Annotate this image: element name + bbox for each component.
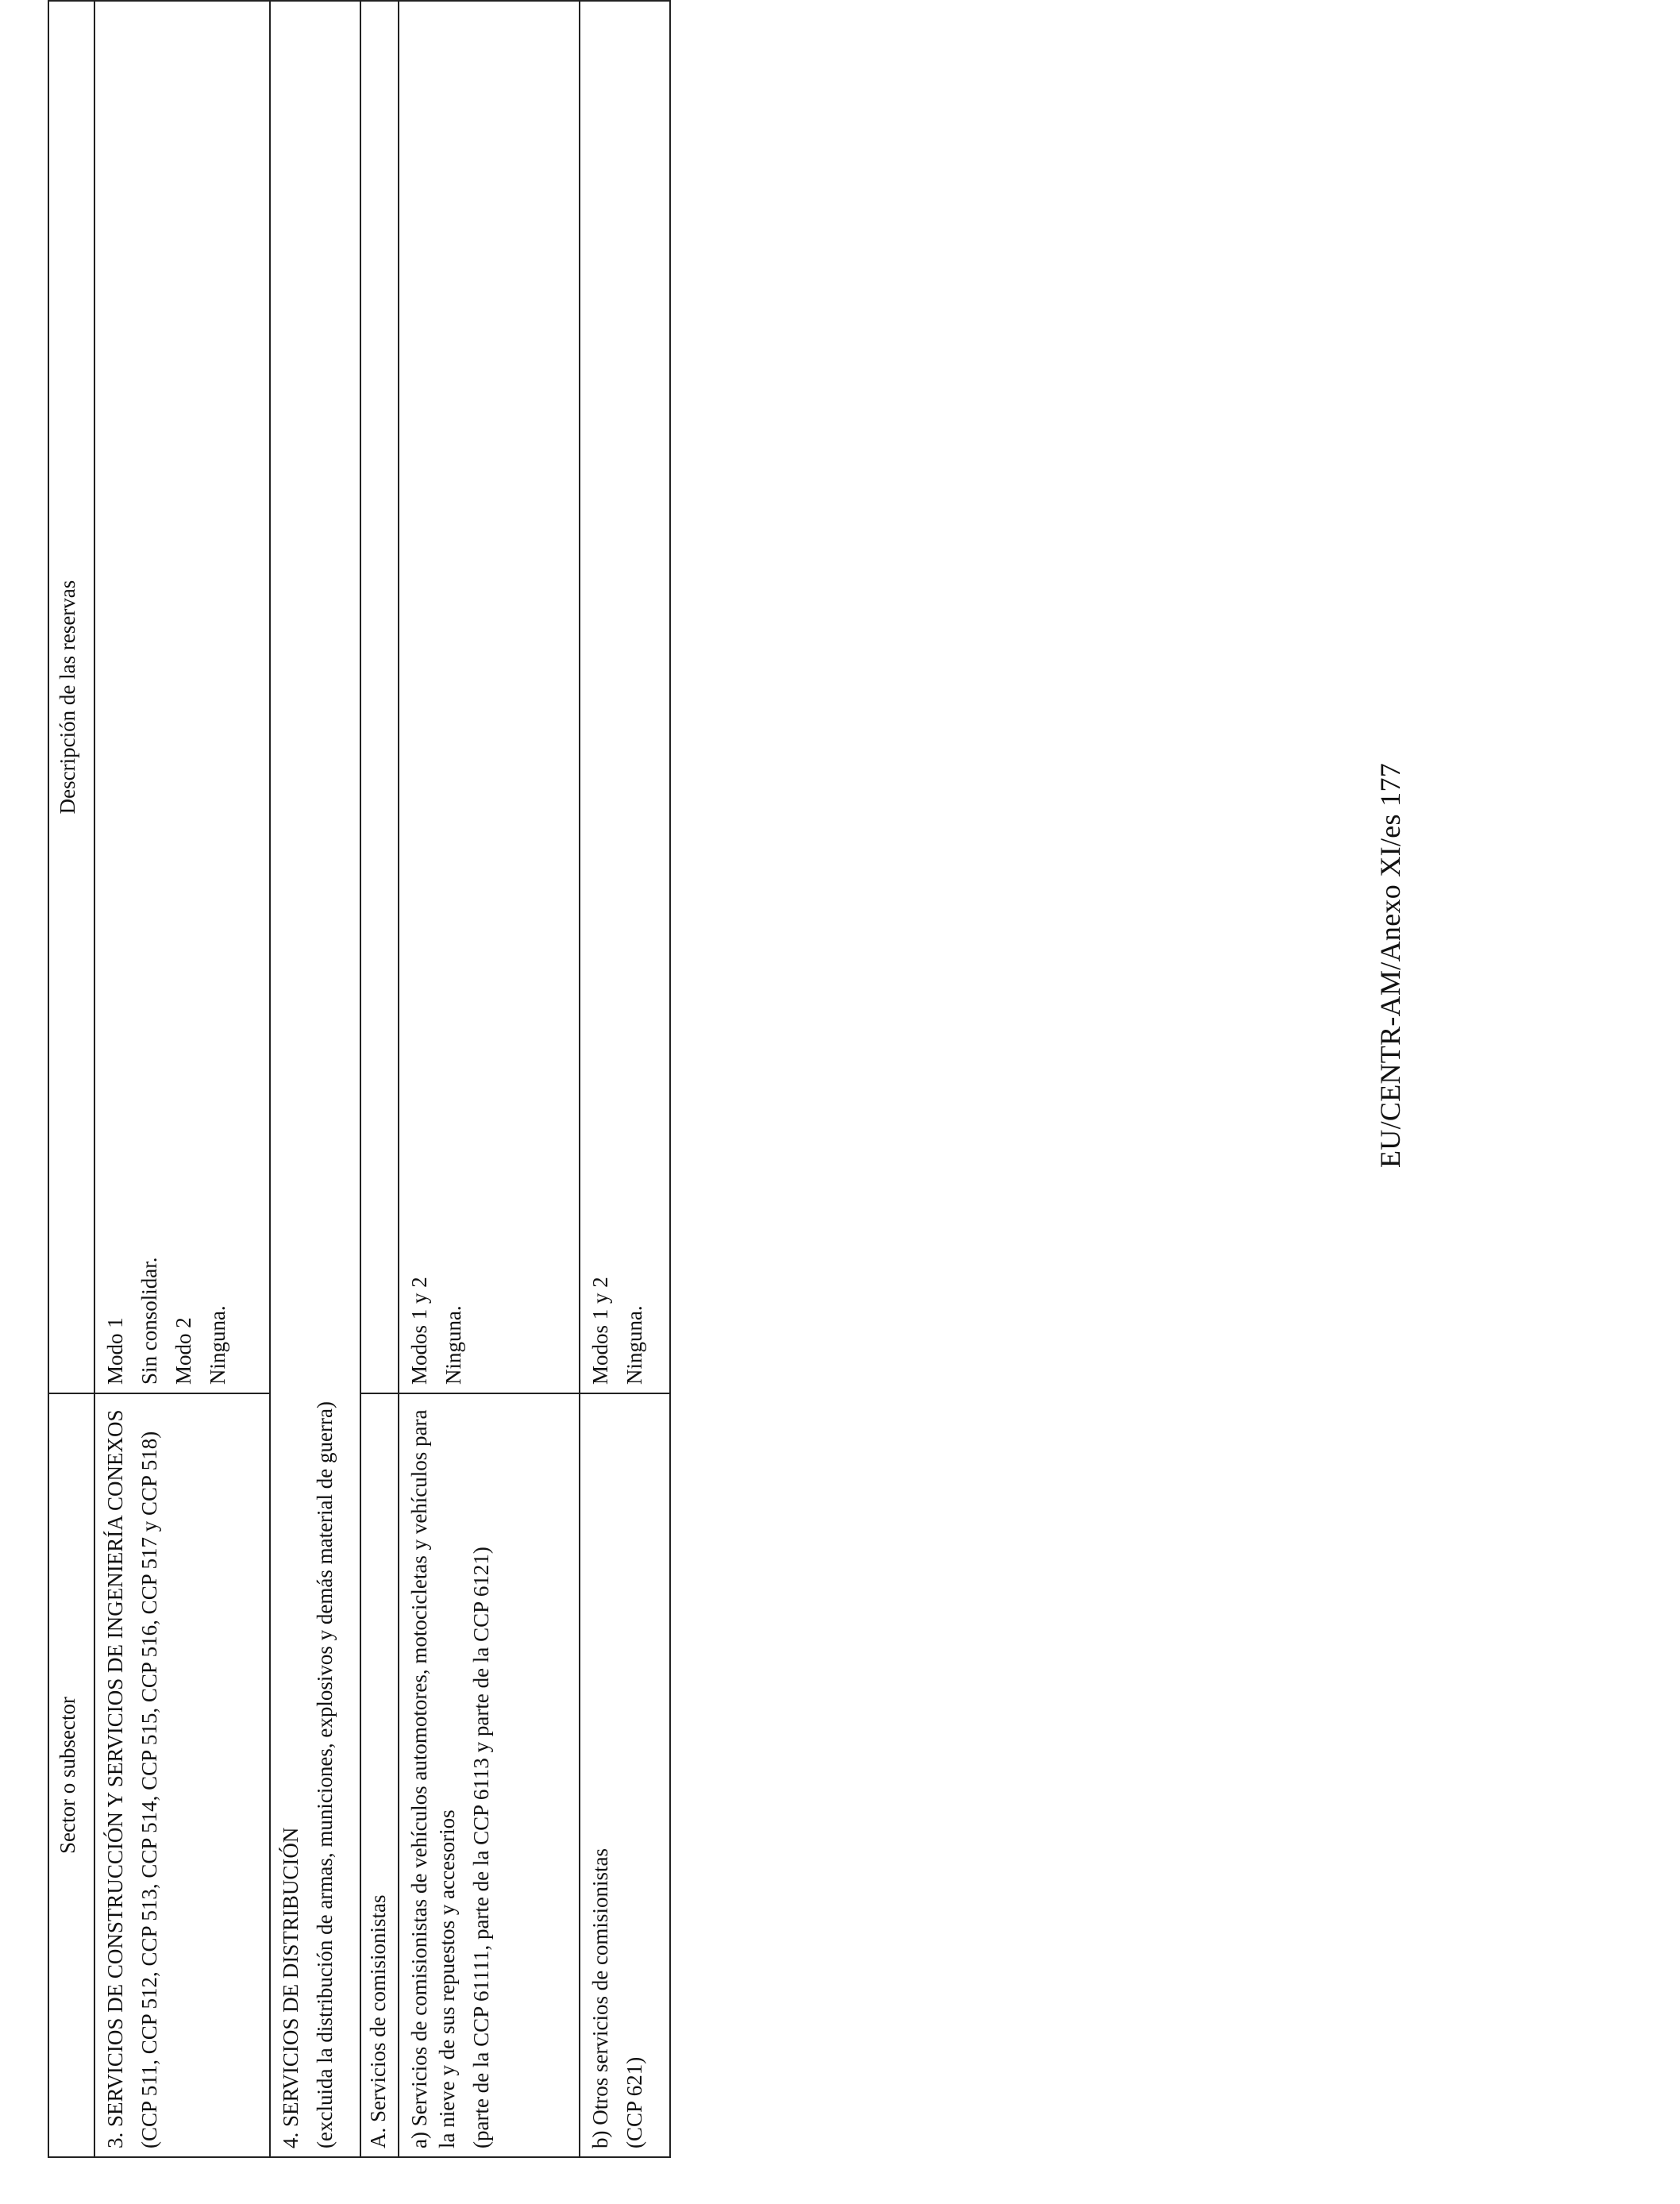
sector-ccp: (CCP 511, CCP 512, CCP 513, CCP 514, CCP 515, CCP 516, CCP 517 y CCP 518) bbox=[137, 1431, 161, 2148]
sector-title: 4. SERVICIOS DE DISTRIBUCIÓN bbox=[279, 1827, 302, 2148]
mode-value: Ninguna. bbox=[622, 1305, 646, 1385]
sector-ccp: (CCP 621) bbox=[622, 2056, 646, 2148]
sector-title: A. Servicios de comisionistas bbox=[366, 1894, 390, 2148]
reservas-cell bbox=[94, 1, 270, 1393]
mode-value: Ninguna. bbox=[441, 1305, 465, 1385]
sector-cell bbox=[360, 1393, 399, 2157]
mode-value: Ninguna. bbox=[206, 1305, 229, 1385]
table-header-row bbox=[48, 1, 94, 2157]
table-row bbox=[360, 1, 399, 2157]
header-sector: Sector o subsector bbox=[48, 1393, 94, 2157]
mode-value: Sin consolidar. bbox=[137, 1257, 161, 1385]
table-row bbox=[94, 1, 270, 2157]
sector-title: 3. SERVICIOS DE CONSTRUCCIÓN Y SERVICIOS DE INGENIERÍA CONEXOS bbox=[103, 1409, 127, 2148]
sector-note: (excluida la distribución de armas, municiones, explosivos y demás material de guerra) bbox=[313, 1401, 337, 2148]
table-row bbox=[270, 1, 360, 2157]
sector-ccp: (parte de la CCP 61111, parte de la CCP 6113 y parte de la CCP 6121) bbox=[469, 1547, 493, 2148]
table-row bbox=[580, 1, 670, 2157]
page-footer: EU/CENTR-AM/Anexo XI/es 177 bbox=[1374, 762, 1406, 1168]
reservas-cell bbox=[580, 1, 670, 1393]
mode-label: Modos 1 y 2 bbox=[588, 1277, 612, 1385]
sector-title: a) Servicios de comisionistas de vehículos automotores, motocicletas y vehículos para la nieve y de sus repuestos y accesorios bbox=[407, 1409, 459, 2148]
sector-cell bbox=[399, 1393, 580, 2157]
reservas-cell bbox=[399, 1, 580, 1393]
reservations-table bbox=[48, 0, 671, 2158]
mode-label: Modo 1 bbox=[103, 1317, 127, 1385]
reservas-cell bbox=[360, 1, 399, 1393]
sector-title: b) Otros servicios de comisionistas bbox=[588, 1848, 612, 2148]
mode-label: Modo 2 bbox=[171, 1317, 195, 1385]
table-row bbox=[399, 1, 580, 2157]
mode-label: Modos 1 y 2 bbox=[407, 1277, 431, 1385]
sector-cell bbox=[94, 1393, 270, 2157]
sector-cell bbox=[270, 1393, 360, 2157]
header-reservas: Descripción de las reservas bbox=[48, 1, 94, 1393]
reservas-cell bbox=[270, 1, 360, 1393]
sector-cell bbox=[580, 1393, 670, 2157]
